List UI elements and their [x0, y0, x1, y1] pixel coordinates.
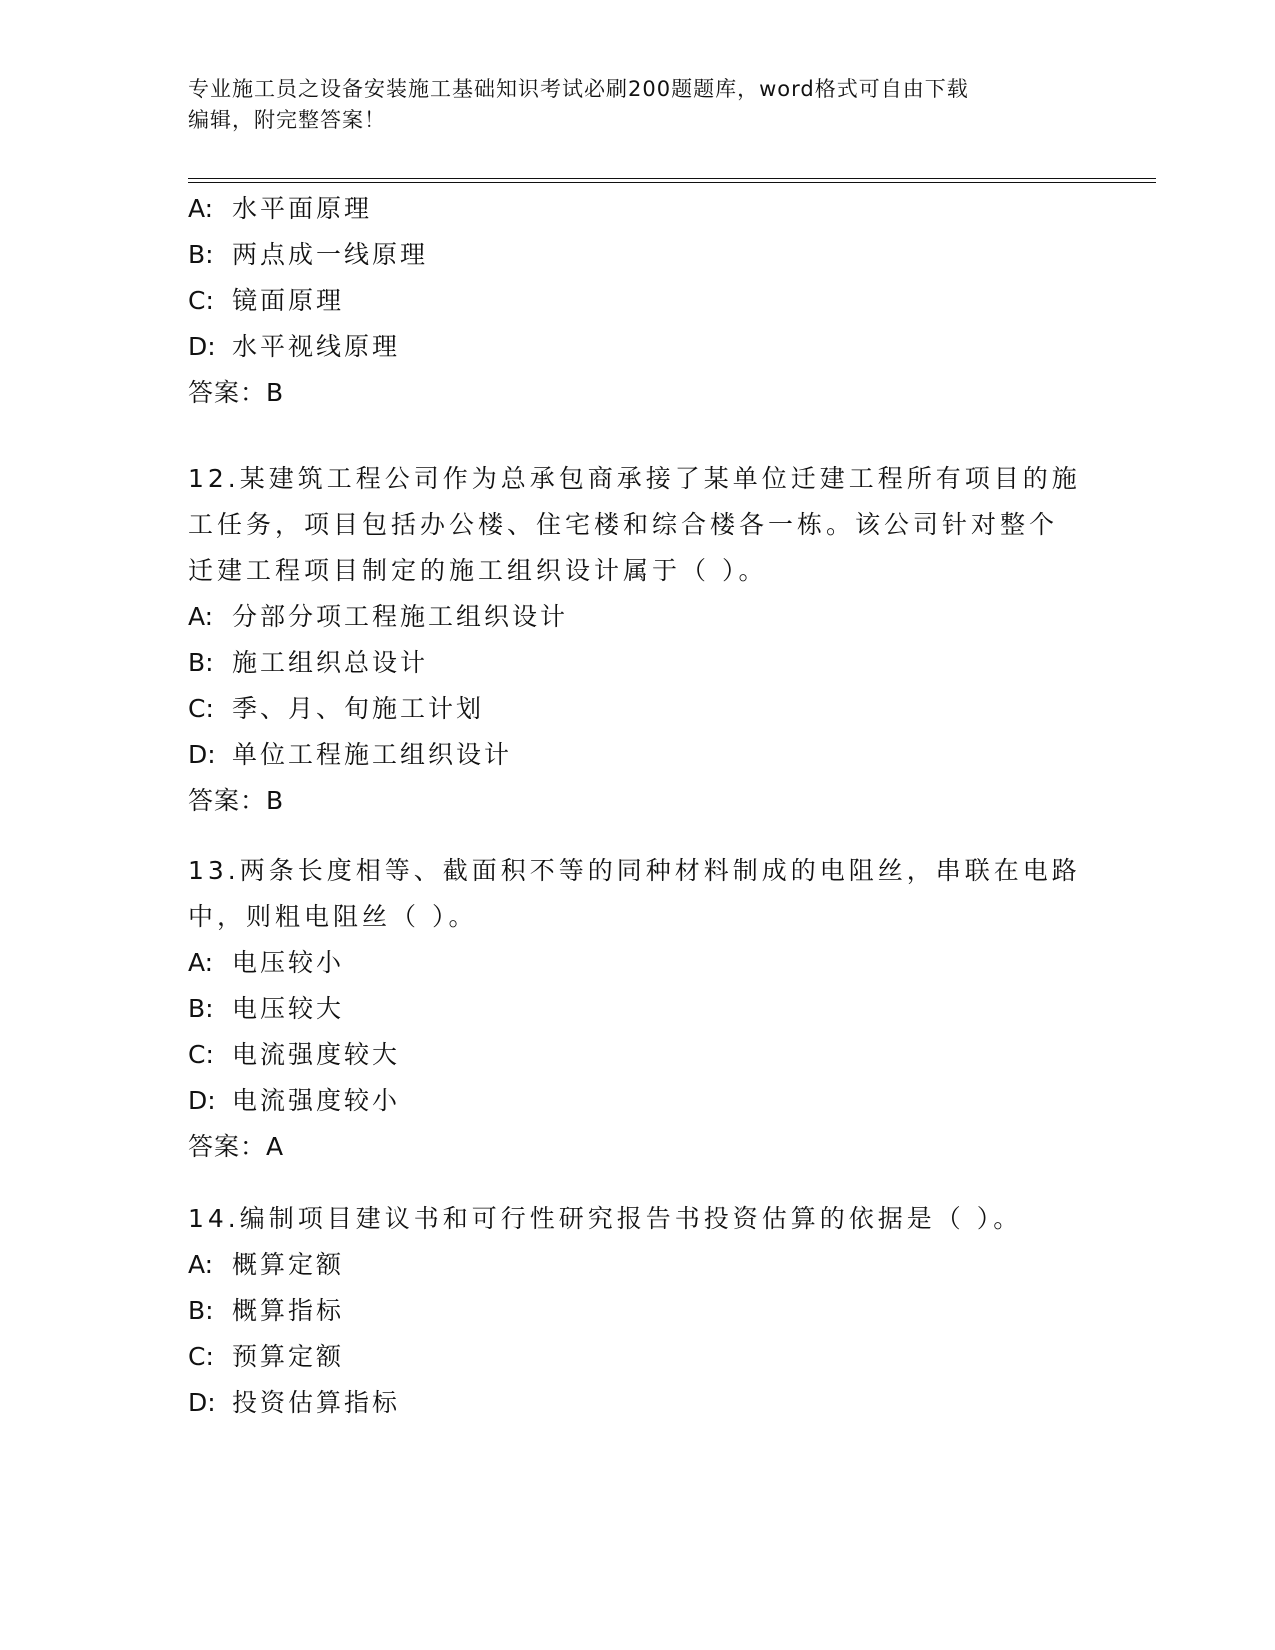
option-a [188, 1242, 1088, 1288]
answer-line: 答案：A [188, 1132, 285, 1161]
header-divider-top [188, 178, 1156, 179]
option-c [188, 278, 1088, 324]
option-d [188, 1380, 1088, 1426]
option-c [188, 1032, 1088, 1078]
option-text: 电流强度较小 [232, 1086, 401, 1115]
option-b [188, 640, 1088, 686]
option-c [188, 1334, 1088, 1380]
option-text: 水平视线原理 [232, 332, 401, 361]
question-12-options [188, 594, 1088, 824]
option-key: B: [188, 648, 214, 677]
option-key: B: [188, 240, 214, 269]
option-text: 镜面原理 [232, 286, 345, 315]
question-12 [188, 456, 1088, 594]
option-key: D: [188, 1388, 216, 1417]
option-a [188, 940, 1088, 986]
header-title-line-2: 编辑，附完整答案！ [188, 108, 386, 132]
option-text: 电压较大 [232, 994, 345, 1023]
option-text: 施工组织总设计 [232, 648, 429, 677]
option-b [188, 1288, 1088, 1334]
option-text: 概算指标 [232, 1296, 345, 1325]
option-text: 概算定额 [232, 1250, 345, 1279]
option-key: C: [188, 1040, 214, 1069]
question-14 [188, 1196, 1088, 1242]
option-key: D: [188, 332, 216, 361]
option-text: 两点成一线原理 [232, 240, 429, 269]
option-key: C: [188, 1342, 214, 1371]
option-key: C: [188, 286, 214, 315]
option-key: C: [188, 694, 214, 723]
option-b [188, 986, 1088, 1032]
question-13-options [188, 940, 1088, 1170]
question-text-line: 14.编制项目建议书和可行性研究报告书投资估算的依据是（ ）。 [188, 1204, 1023, 1233]
option-text: 单位工程施工组织设计 [232, 740, 513, 769]
option-a [188, 594, 1088, 640]
option-text: 电流强度较大 [232, 1040, 401, 1069]
option-key: D: [188, 1086, 216, 1115]
option-key: B: [188, 994, 214, 1023]
option-text: 分部分项工程施工组织设计 [232, 602, 569, 631]
option-key: A: [188, 602, 214, 631]
option-key: B: [188, 1296, 214, 1325]
question-text-line: 12.某建筑工程公司作为总承包商承接了某单位迁建工程所有项目的施 [188, 464, 1081, 493]
document-header [188, 74, 1068, 136]
option-key: A: [188, 948, 214, 977]
question-text-line: 工任务，项目包括办公楼、住宅楼和综合楼各一栋。该公司针对整个 [188, 510, 1059, 539]
option-d [188, 324, 1088, 370]
question-11-options [188, 186, 1088, 416]
option-key: A: [188, 1250, 214, 1279]
option-key: A: [188, 194, 214, 223]
header-divider-bottom [188, 182, 1156, 183]
option-text: 季、月、旬施工计划 [232, 694, 485, 723]
option-text: 投资估算指标 [232, 1388, 401, 1417]
option-a [188, 186, 1088, 232]
question-14-options [188, 1242, 1088, 1426]
answer-line: 答案：B [188, 786, 285, 815]
option-text: 电压较小 [232, 948, 345, 977]
option-d [188, 732, 1088, 778]
option-d [188, 1078, 1088, 1124]
option-text: 预算定额 [232, 1342, 345, 1371]
header-title-line-1: 专业施工员之设备安装施工基础知识考试必刷200题题库，word格式可自由下载 [188, 77, 969, 101]
answer-line: 答案：B [188, 378, 285, 407]
option-text: 水平面原理 [232, 194, 373, 223]
option-c [188, 686, 1088, 732]
option-b [188, 232, 1088, 278]
question-text-line: 中，则粗电阻丝（ ）。 [188, 902, 478, 931]
question-text-line: 迁建工程项目制定的施工组织设计属于（ ）。 [188, 556, 768, 585]
question-13 [188, 848, 1088, 940]
option-key: D: [188, 740, 216, 769]
question-text-line: 13.两条长度相等、截面积不等的同种材料制成的电阻丝，串联在电路 [188, 856, 1081, 885]
